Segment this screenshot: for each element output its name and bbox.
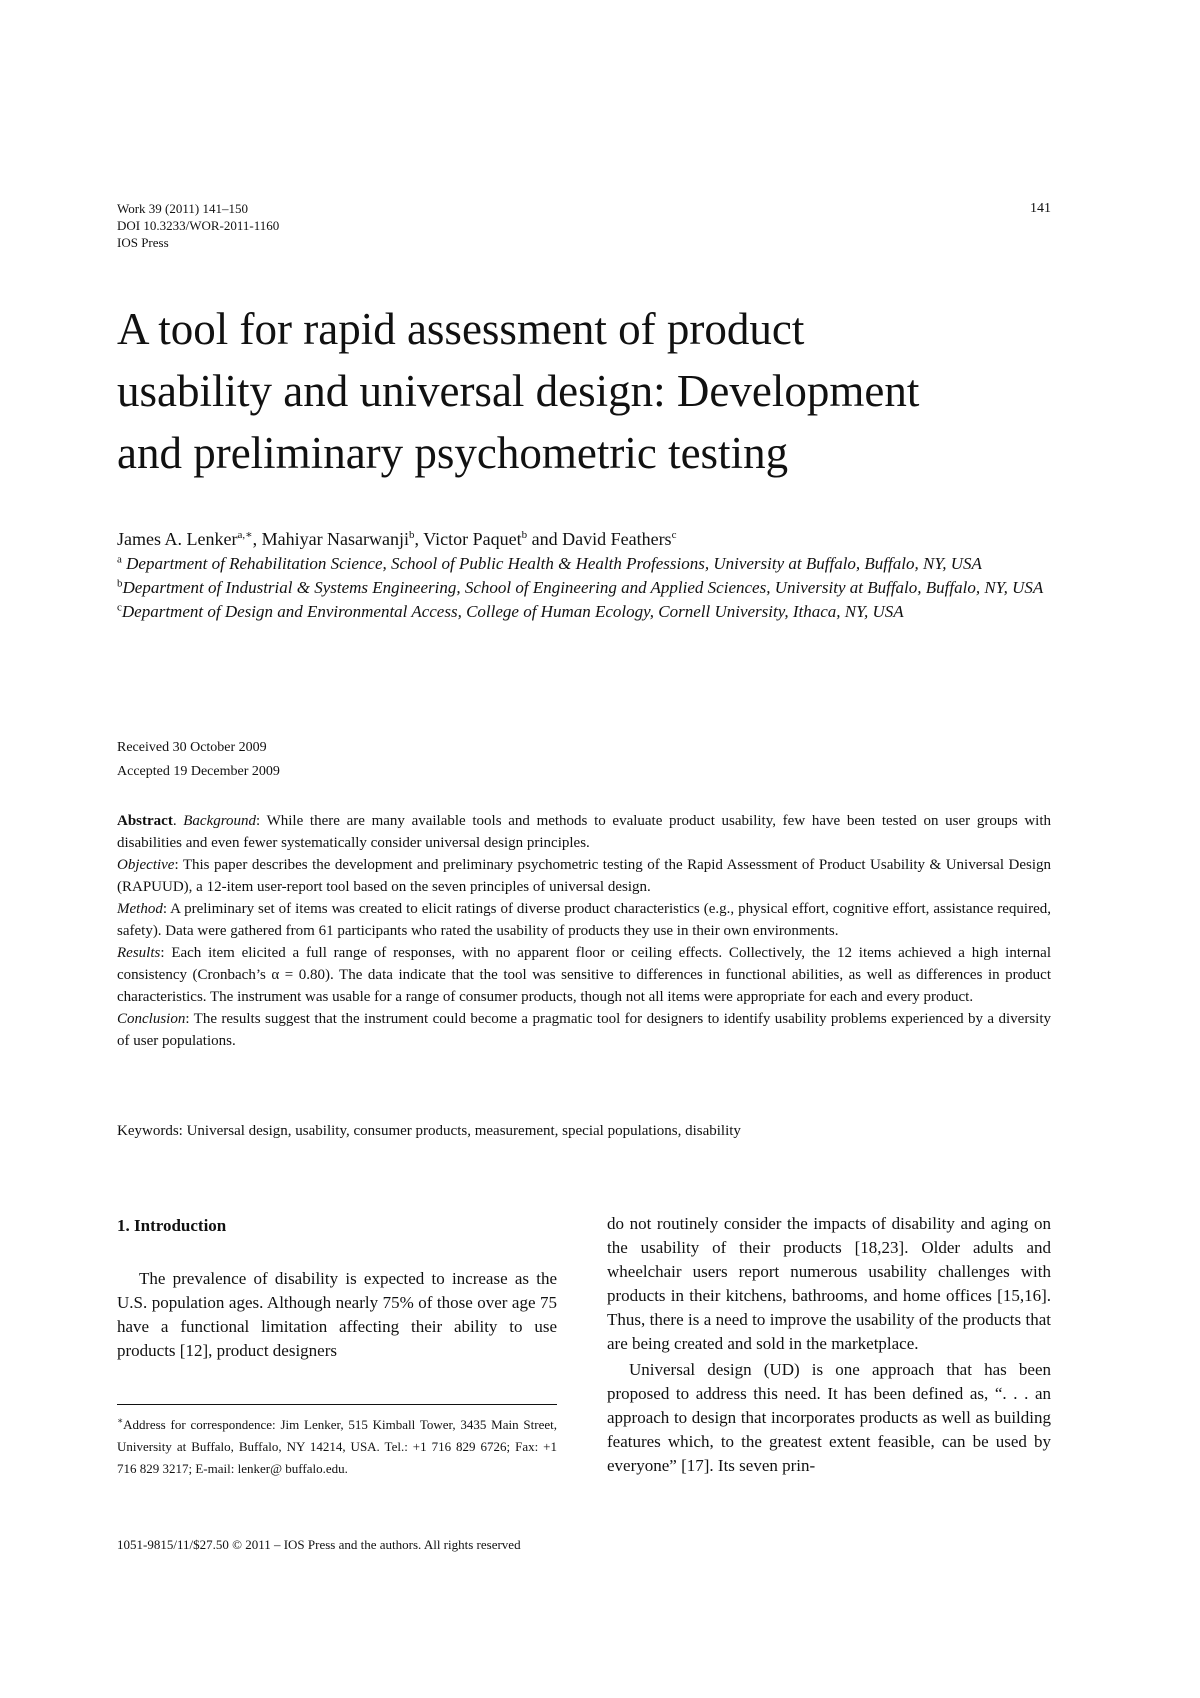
doi-line: DOI 10.3233/WOR-2011-1160 xyxy=(117,218,280,233)
affiliation-marker: b xyxy=(117,577,123,590)
author-affiliation-marker: b xyxy=(409,529,415,541)
author-name: James A. Lenker xyxy=(117,529,238,549)
title-line: and preliminary psychometric testing xyxy=(117,428,789,478)
page-number: 141 xyxy=(1030,201,1051,216)
abstract-method xyxy=(117,898,1051,942)
affiliation xyxy=(117,552,1062,576)
body-paragraph: Universal design (UD) is one approach that has been proposed to address this need. It has been defined as, “. . . an approach to design that incorporates products as well as building features which, to the greatest extent feasible, can be used by everyone” [17]. Its seven prin- xyxy=(607,1360,1051,1475)
author-list xyxy=(117,527,1077,551)
affiliation xyxy=(117,576,1062,600)
body-paragraph: do not routinely consider the impacts of disability and aging on the usability of their products [18,23]. Older adults and wheelchair users report numerous usability challenges with products in their kitchens, bathrooms, and home offices [15,16]. Thus, there is a need to improve the usability of the products that are being created and sold in the marketplace. xyxy=(607,1214,1051,1353)
abstract-conclusion xyxy=(117,1008,1051,1052)
title-line: A tool for rapid assessment of product xyxy=(117,304,805,354)
abstract xyxy=(117,810,1051,1052)
results-text: : Each item elicited a full range of responses, with no apparent floor or ceiling effects. Collectively, the 12 items achieved a high internal consistency (Cronbach’s α = 0.80). The data indicate that the tool was sensitive to differences in functional abilities, as well as differences in product characteristics. The instrument was usable for a range of consumer products, though not all items were appropriate for each and every product. xyxy=(117,945,1051,1005)
affiliation-text: Department of Rehabilitation Science, School of Public Health & Health Professions, University at Buffalo, Buffalo, NY, USA xyxy=(121,554,982,573)
abstract-label: Abstract xyxy=(117,813,173,829)
received-date: Received 30 October 2009 xyxy=(117,740,267,755)
copyright-line: 1051-9815/11/$27.50 © 2011 – IOS Press and the authors. All rights reserved xyxy=(117,1537,521,1552)
body-paragraph: The prevalence of disability is expected to increase as the U.S. population ages. Although nearly 75% of those over age 75 have a functional limitation affecting their ability to use products [12], product designers xyxy=(117,1269,557,1360)
author-name: , Mahiyar Nasarwanji xyxy=(252,529,410,549)
results-label: Results xyxy=(117,945,161,961)
method-text: : A preliminary set of items was created to elicit ratings of diverse product characteristics (e.g., physical effort, cognitive effort, assistance required, safety). Data were gathered from 61 participants who rated the usability of products they use in their own environments. xyxy=(117,901,1051,939)
affiliation-text: Department of Design and Environmental Access, College of Human Ecology, Cornell University, Ithaca, NY, USA xyxy=(121,602,904,621)
abstract-background: Abstract. Background: While there are many available tools and methods to evaluate product usability, few have been tested on user groups with disabilities and even fewer systematically consider universal design principles. xyxy=(117,813,1052,851)
abstract-objective xyxy=(117,854,1051,898)
right-column xyxy=(607,1212,1051,1478)
footnote-rule xyxy=(117,1404,557,1405)
objective-text: : This paper describes the development and preliminary psychometric testing of the Rapid Assessment of Product Usability & Universal Design (RAPUUD), a 12-item user-report tool based on the seven principles of universal design. xyxy=(117,857,1051,895)
paper-title xyxy=(117,298,1077,484)
objective-label: Objective xyxy=(117,857,175,873)
keywords: Keywords: Universal design, usability, consumer products, measurement, special populations, disability xyxy=(117,1123,741,1139)
journal-line: Work 39 (2011) 141–150 xyxy=(117,201,248,216)
author-name: , Victor Paquet xyxy=(414,529,522,549)
author-affiliation-marker: a,∗ xyxy=(237,529,253,541)
author-affiliation-marker: c xyxy=(671,529,677,541)
conclusion-label: Conclusion xyxy=(117,1011,186,1027)
footnote-text: Address for correspondence: Jim Lenker, 515 Kimball Tower, 3435 Main Street, University at Buffalo, Buffalo, NY 14214, USA. Tel.: +1 716 829 6726; Fax: +1 716 829 3217; E-mail: lenker@ buffalo.edu. xyxy=(117,1417,557,1476)
method-label: Method xyxy=(117,901,163,917)
affiliation-list xyxy=(117,552,1062,624)
affiliation-marker: c xyxy=(117,601,122,614)
background-text: : While there are many available tools and methods to evaluate product usability, few have been tested on user groups with disabilities and even fewer systematically consider universal design principles. xyxy=(117,813,1052,851)
abstract-results xyxy=(117,942,1051,1008)
running-header xyxy=(117,200,1051,251)
publisher-line: IOS Press xyxy=(117,235,169,250)
conclusion-text: : The results suggest that the instrument could become a pragmatic tool for designers to identify usability problems experienced by a diversity of user populations. xyxy=(117,1011,1051,1049)
correspondence-footnote xyxy=(117,1414,557,1480)
accepted-date: Accepted 19 December 2009 xyxy=(117,764,280,779)
section-heading: 1. Introduction xyxy=(117,1216,227,1235)
affiliation xyxy=(117,600,1062,624)
title-line: usability and universal design: Development xyxy=(117,366,920,416)
submission-dates xyxy=(117,736,280,784)
affiliation-marker: a xyxy=(117,553,122,566)
affiliation-text: Department of Industrial & Systems Engineering, School of Engineering and Applied Sciences, University at Buffalo, Buffalo, NY, USA xyxy=(122,578,1044,597)
author-affiliation-marker: b xyxy=(521,529,528,541)
footnote-marker: ∗ xyxy=(117,1415,124,1426)
background-label: Background xyxy=(183,813,257,829)
author-name: and David Feathers xyxy=(527,529,672,549)
left-column xyxy=(117,1214,557,1363)
